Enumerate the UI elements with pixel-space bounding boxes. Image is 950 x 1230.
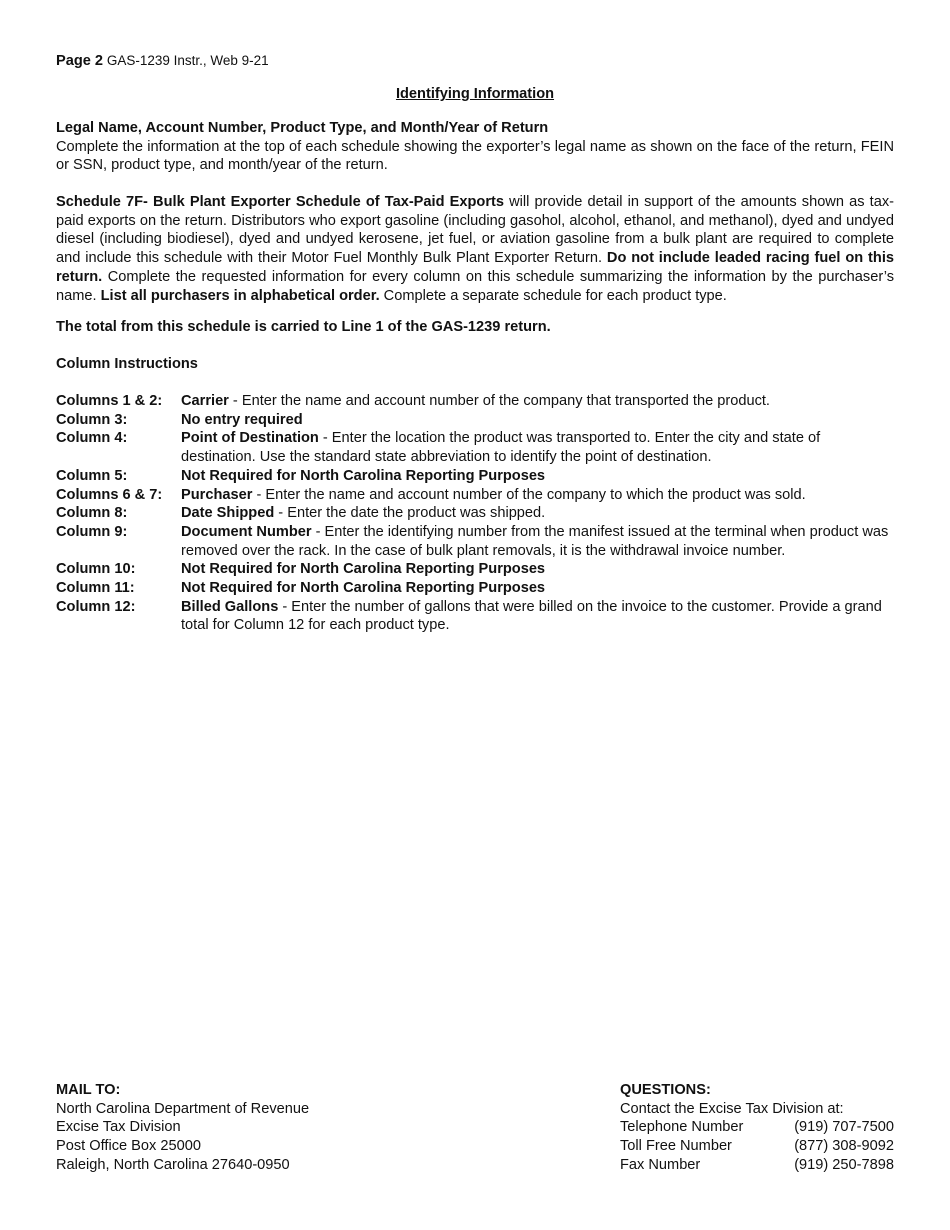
- schedule-text-1: will provide detail in support of the amounts shown as tax-paid exports on the return. Distributors who export gasoline (including gasohol, alcohol, ethanol, and methanol), dyed and undyed diesel (including biodiesel), dyed and undyed kerosene, jet fuel, or aviation gasoline from a bulk plant are required to complete and include this schedule with their Motor Fuel Monthly Bulk Plant Exporter Return.: [56, 194, 894, 267]
- questions-heading: QUESTIONS:: [620, 1082, 711, 1098]
- column-term: Not Required for North Carolina Reporting Purposes: [181, 561, 546, 578]
- column-label: Column 3:: [56, 411, 128, 428]
- column-label: Columns 6 & 7:: [56, 486, 163, 503]
- column-desc: - Enter the location the product was transported to. Enter the city and state of destination. Use the standard state abbreviation to identify the point of destination.: [181, 430, 821, 466]
- schedule-bold-2: List all purchasers in alphabetical order.: [100, 287, 380, 304]
- phone-row: [620, 1156, 894, 1175]
- mail-address-line: Post Office Box 25000: [56, 1138, 201, 1155]
- phone-label: Telephone Number: [620, 1119, 744, 1136]
- schedule-bold-1: Do not include leaded racing fuel on this return.: [56, 250, 895, 285]
- column-term: Document Number: [181, 523, 312, 540]
- mail-address-line: Excise Tax Division: [56, 1119, 181, 1136]
- questions-block: [620, 1081, 894, 1175]
- column-label: Column 9:: [56, 523, 128, 540]
- mail-address-line: North Carolina Department of Revenue: [56, 1100, 310, 1117]
- phone-row: [620, 1118, 894, 1137]
- schedule-text-2: Complete the requested information for every column on this schedule summarizing the information by the purchaser’s name.: [56, 268, 894, 304]
- column-term: No entry required: [181, 411, 303, 428]
- mail-to-block: [56, 1081, 309, 1175]
- column-term: Billed Gallons: [181, 598, 279, 615]
- column-row: [56, 560, 894, 579]
- phone-number: (877) 308-9092: [794, 1138, 894, 1155]
- column-desc: - Enter the name and account number of the company that transported the product.: [228, 393, 770, 409]
- column-row: [56, 486, 894, 505]
- column-term: Purchaser: [181, 486, 253, 503]
- column-term: Not Required for North Carolina Reporting Purposes: [181, 580, 546, 597]
- column-row: [56, 467, 894, 486]
- schedule-section: [56, 193, 894, 305]
- page-header: [56, 53, 269, 69]
- column-row: [56, 598, 894, 635]
- phone-number: (919) 707-7500: [794, 1119, 894, 1136]
- column-label: Column 11:: [56, 580, 135, 597]
- legal-name-text: Complete the information at the top of each schedule showing the exporter’s legal name as shown on the face of the return, FEIN or SSN, product type, and month/year of the return.: [56, 138, 894, 174]
- phone-number: (919) 250-7898: [794, 1156, 894, 1173]
- column-row: [56, 392, 894, 411]
- questions-intro: Contact the Excise Tax Division at:: [620, 1100, 844, 1117]
- column-row: [56, 579, 894, 598]
- column-label: Column 10:: [56, 561, 136, 578]
- phone-row: [620, 1137, 894, 1156]
- column-instructions-list: [56, 392, 894, 635]
- section-title: Identifying Information: [395, 86, 555, 102]
- phone-label: Fax Number: [620, 1156, 701, 1173]
- column-label: Column 12:: [56, 598, 136, 615]
- column-row: [56, 504, 894, 523]
- column-row: [56, 429, 894, 466]
- column-term: Not Required for North Carolina Reporting Purposes: [181, 467, 546, 484]
- column-term: Carrier: [181, 393, 229, 409]
- schedule-lead: Schedule 7F- Bulk Plant Exporter Schedule of Tax-Paid Exports: [56, 194, 504, 210]
- column-label: Column 8:: [56, 505, 128, 522]
- column-desc: - Enter the name and account number of the company to which the product was sold.: [252, 486, 806, 503]
- column-row: [56, 523, 894, 560]
- mail-address-line: Raleigh, North Carolina 27640-0950: [56, 1156, 290, 1173]
- column-desc: - Enter the date the product was shipped.: [274, 505, 546, 522]
- column-label: Column 4:: [56, 430, 128, 447]
- schedule-text-3: Complete a separate schedule for each product type.: [379, 287, 727, 304]
- column-label: Column 5:: [56, 467, 128, 484]
- mail-to-heading: MAIL TO:: [56, 1082, 121, 1098]
- total-note: The total from this schedule is carried to Line 1 of the GAS-1239 return.: [56, 319, 551, 335]
- column-label: Columns 1 & 2:: [56, 393, 163, 409]
- column-row: [56, 411, 894, 430]
- page-number: Page 2: [56, 53, 104, 69]
- column-term: Date Shipped: [181, 505, 275, 522]
- form-id: GAS-1239 Instr., Web 9-21: [106, 53, 269, 68]
- legal-name-section: [56, 119, 894, 175]
- column-desc: - Enter the number of gallons that were billed on the invoice to the customer. Provide a grand total for Column 12 for each product type.: [181, 598, 882, 634]
- phone-label: Toll Free Number: [620, 1138, 732, 1155]
- column-instructions-heading: Column Instructions: [56, 356, 198, 372]
- column-term: Point of Destination: [181, 430, 319, 447]
- legal-name-heading: Legal Name, Account Number, Product Type, and Month/Year of Return: [56, 120, 549, 136]
- column-desc: - Enter the identifying number from the manifest issued at the terminal when product was removed over the rack. In the case of bulk plant removals, it is the withdrawal invoice number.: [181, 523, 889, 559]
